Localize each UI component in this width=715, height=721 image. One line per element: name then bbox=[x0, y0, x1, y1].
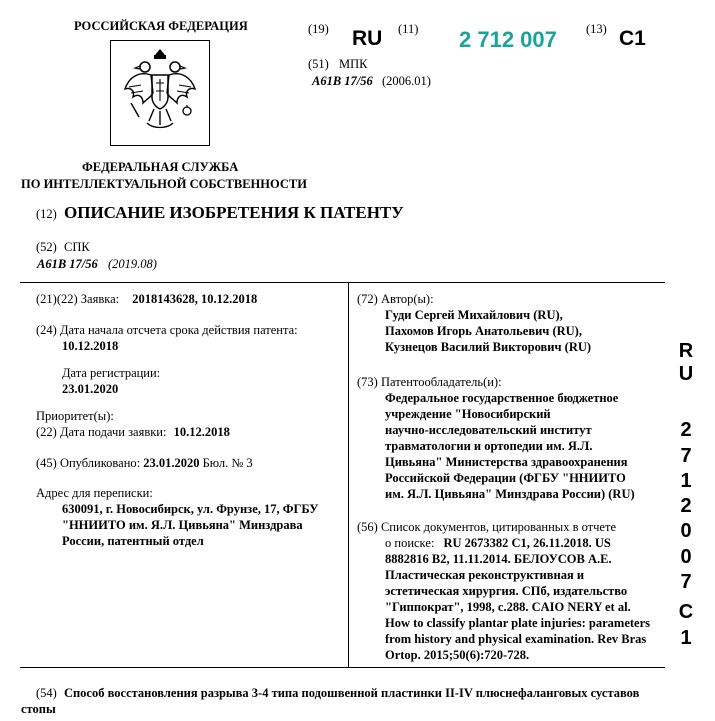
registration-value: 23.01.2020 bbox=[62, 382, 119, 396]
address-line: России, патентный отдел bbox=[62, 534, 204, 548]
term-label: Дата начала отсчета срока действия патента: bbox=[59, 323, 298, 337]
title-code: (12) bbox=[36, 207, 57, 221]
mpk-class: A61B 17/56 bbox=[312, 74, 373, 88]
address-line: 630091, г. Новосибирск, ул. Фрунзе, 17, ФГБУ bbox=[62, 502, 319, 516]
spk-code: (52) bbox=[36, 240, 57, 254]
priority-field bbox=[36, 408, 230, 440]
cited-line: Пластическая реконструктивная и bbox=[385, 568, 585, 582]
authors-code: (72) bbox=[357, 292, 378, 306]
holder-line: Федеральное государственное бюджетное bbox=[385, 391, 619, 405]
term-field bbox=[36, 322, 298, 354]
published-code: (45) bbox=[36, 456, 57, 470]
kind-code: C1 bbox=[619, 27, 646, 50]
author-name: Кузнецов Василий Викторович (RU) bbox=[385, 340, 592, 354]
double-headed-eagle-icon bbox=[111, 41, 209, 145]
application-code: (21)(22) bbox=[36, 292, 78, 306]
side-char: 1 bbox=[680, 627, 692, 649]
holder-line: травматологии и ортопедии им. Я.Л. bbox=[385, 439, 593, 453]
holder-label: Патентообладатель(и): bbox=[380, 375, 502, 389]
top-divider bbox=[20, 282, 665, 283]
application-label: Заявка: bbox=[80, 292, 120, 306]
code-11: (11) bbox=[398, 22, 419, 36]
holder-line: Российской Федерации (ФГБУ "ННИИТО bbox=[385, 471, 626, 485]
address-label: Адрес для переписки: bbox=[36, 486, 153, 500]
term-code: (24) bbox=[36, 323, 57, 337]
side-char: 2 bbox=[680, 419, 692, 441]
cited-line: RU 2673382 C1, 26.11.2018. US bbox=[443, 536, 611, 550]
side-char: 7 bbox=[680, 445, 692, 467]
cited-line: Ortop. 2015;50(6):720-728. bbox=[385, 648, 530, 662]
holder-line: учреждение "Новосибирский bbox=[385, 407, 551, 421]
side-char: 7 bbox=[680, 571, 692, 593]
country-code: RU bbox=[352, 27, 383, 50]
term-value: 10.12.2018 bbox=[62, 339, 119, 353]
registration-label: Дата регистрации: bbox=[62, 366, 161, 380]
cited-line: "Гиппократ", 1998, с.288. CAIO NERY et al. bbox=[385, 600, 631, 614]
mpk-label: МПК bbox=[339, 57, 368, 71]
bulletin-number: Бюл. № 3 bbox=[202, 456, 253, 470]
cited-prefix: о поиске: bbox=[385, 536, 435, 550]
author-name: Пахомов Игорь Анатольевич (RU), bbox=[385, 324, 582, 338]
side-char: R bbox=[678, 340, 694, 362]
filing-code: (22) bbox=[36, 425, 57, 439]
authors-label: Автор(ы): bbox=[380, 292, 434, 306]
registration-field bbox=[62, 365, 160, 397]
holder-field bbox=[357, 374, 635, 502]
spk-class: A61B 17/56 bbox=[37, 257, 98, 271]
agency-name-line1: ФЕДЕРАЛЬНАЯ СЛУЖБА bbox=[82, 160, 239, 174]
invention-line: Способ восстановления разрыва 3-4 типа подошвенной пластинки II-IV плюснефаланговых суставов bbox=[63, 686, 640, 700]
side-char: U bbox=[678, 363, 694, 385]
mpk-version: (2006.01) bbox=[382, 74, 431, 88]
application-field bbox=[36, 291, 257, 307]
side-char: 0 bbox=[680, 520, 692, 542]
cited-line: эстетическая хирургия. СПб, издательство bbox=[385, 584, 628, 598]
spk-label: СПК bbox=[64, 240, 90, 254]
holder-line: Цивьяна" Министерства здравоохранения bbox=[385, 455, 628, 469]
priority-label: Приоритет(ы): bbox=[36, 409, 114, 423]
code-13: (13) bbox=[586, 22, 607, 36]
invention-title bbox=[21, 685, 676, 717]
holder-code: (73) bbox=[357, 375, 378, 389]
authors-field bbox=[357, 291, 591, 355]
address-field bbox=[36, 485, 318, 549]
cited-line: from history and physical examination. Rev Bras bbox=[385, 632, 647, 646]
published-label: Опубликовано: bbox=[59, 456, 141, 470]
code-19: (19) bbox=[308, 22, 329, 36]
code-51: (51) bbox=[308, 57, 329, 71]
invention-line: стопы bbox=[21, 702, 56, 716]
bottom-divider bbox=[20, 667, 665, 668]
holder-line: им. Я.Л. Цивьяна" Минздрава России) (RU) bbox=[385, 487, 635, 501]
spk-version: (2019.08) bbox=[108, 257, 157, 271]
cited-label: Список документов, цитированных в отчете bbox=[380, 520, 616, 534]
published-value: 23.01.2020 bbox=[143, 456, 200, 470]
invention-code: (54) bbox=[36, 686, 57, 700]
country-name: РОССИЙСКАЯ ФЕДЕРАЦИЯ bbox=[74, 19, 248, 33]
side-char: C bbox=[678, 601, 694, 623]
document-title: ОПИСАНИЕ ИЗОБРЕТЕНИЯ К ПАТЕНТУ bbox=[64, 203, 404, 222]
side-char: 2 bbox=[680, 495, 692, 517]
coat-of-arms-emblem bbox=[110, 40, 210, 146]
cited-line: 8882816 B2, 11.11.2014. БЕЛОУСОВ А.Е. bbox=[385, 552, 612, 566]
published-field bbox=[36, 455, 253, 471]
column-divider bbox=[348, 283, 349, 667]
cited-code: (56) bbox=[357, 520, 378, 534]
side-char: 1 bbox=[680, 470, 692, 492]
side-char: 0 bbox=[680, 546, 692, 568]
filing-value: 10.12.2018 bbox=[173, 425, 230, 439]
cited-line: How to classify plantar plate injuries: parameters bbox=[385, 616, 651, 630]
filing-label: Дата подачи заявки: bbox=[59, 425, 167, 439]
address-line: "ННИИТО им. Я.Л. Цивьяна" Минздрава bbox=[62, 518, 303, 532]
agency-name-line2: ПО ИНТЕЛЛЕКТУАЛЬНОЙ СОБСТВЕННОСТИ bbox=[21, 177, 307, 191]
cited-documents-field bbox=[357, 519, 650, 663]
author-name: Гуди Сергей Михайлович (RU), bbox=[385, 308, 563, 322]
application-value: 2018143628, 10.12.2018 bbox=[132, 292, 258, 306]
patent-number: 2 712 007 bbox=[459, 27, 557, 52]
holder-line: научно-исследовательский институт bbox=[385, 423, 592, 437]
